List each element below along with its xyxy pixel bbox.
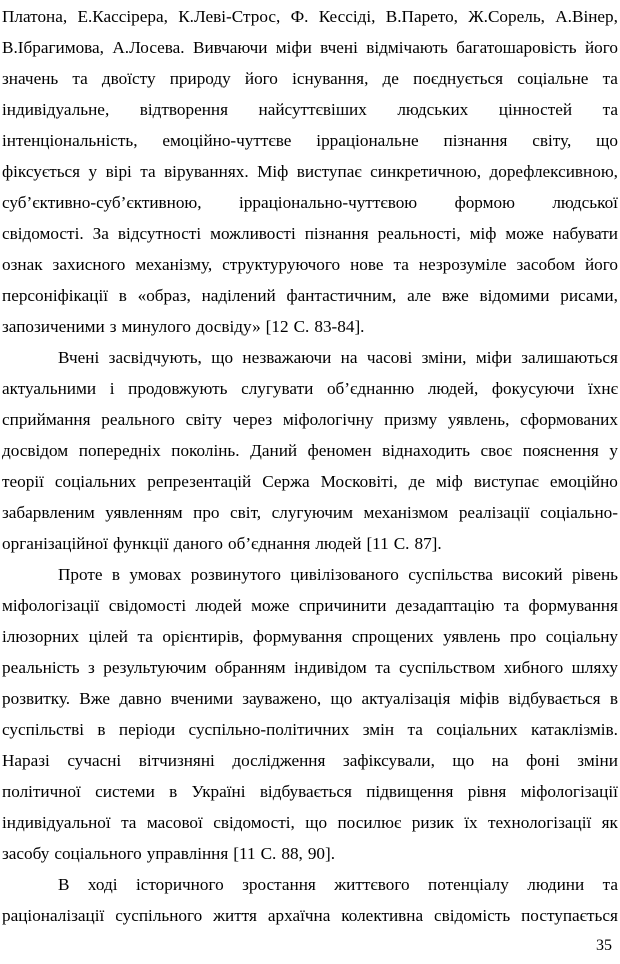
text-line: значень та двоїсту природу його існування, де поєднується соціальне та (2, 69, 618, 88)
text-line: засобу соціального управління [11 С. 88, 90]. (2, 844, 336, 863)
text-line: досвідом попередніх поколінь. Даний феномен віднаходить своє пояснення у (2, 441, 618, 460)
text-line: Платона, Е.Кассірера, К.Леві-Строс, Ф. Кессіді, В.Парето, Ж.Сорель, А.Вінер, (2, 7, 618, 26)
body-text (2, 1, 618, 931)
text-line: розвитку. Вже давно вченими зауважено, що актуалізація міфів відбувається в (2, 689, 618, 708)
text-line: запозиченими з минулого досвіду» [12 С. 83-84]. (2, 317, 365, 336)
text-line: забарвленим уявленням про світ, слугуючим механізмом реалізації соціально- (2, 503, 618, 522)
text-line: персоніфікації в «образ, наділений фантастичним, але вже відомими рисами, (2, 286, 618, 305)
text-line: інтенціональність, емоційно-чуттєве ірраціональне пізнання світу, що (2, 131, 618, 150)
text-line: Вчені засвідчують, що незважаючи на часові зміни, міфи залишаються (58, 348, 618, 367)
text-line: реальність з результуючим обранням індивідом та суспільством хибного шляху (2, 658, 618, 677)
text-line: Проте в умовах розвинутого цивілізованого суспільства високий рівень (58, 565, 618, 584)
text-line: теорії соціальних репрезентацій Сержа Московіті, де міф виступає емоційно (2, 472, 618, 491)
text-line: Наразі сучасні вітчизняні дослідження зафіксували, що на фоні зміни (2, 751, 618, 770)
text-line: ознак захисного механізму, структуруючого нове та незрозуміле засобом його (2, 255, 618, 274)
page-number: 35 (596, 937, 612, 954)
text-line: раціоналізації суспільного життя архаїчна колективна свідомість поступається (2, 906, 618, 925)
text-line: ілюзорних цілей та орієнтирів, формування спрощених уявлень про соціальну (2, 627, 618, 646)
text-line: актуальними і продовжують слугувати об’єднанню людей, фокусуючи їхнє (2, 379, 618, 398)
text-line: організаційної функції даного об’єднання людей [11 С. 87]. (2, 534, 442, 553)
text-line: політичної системи в Україні відбувається підвищення рівня міфологізації (2, 782, 618, 801)
text-line: В.Ібрагимова, А.Лосева. Вивчаючи міфи вчені відмічають багатошаровість його (2, 38, 618, 57)
paragraph (2, 342, 618, 559)
text-line: свідомості. За відсутності можливості пізнання реальності, міф може набувати (2, 224, 618, 243)
text-line: індивідуальне, відтворення найсуттєвіших людських цінностей та (2, 100, 618, 119)
paragraph (2, 1, 618, 342)
paragraph (2, 559, 618, 869)
text-line: В ході історичного зростання життєвого потенціалу людини та (58, 875, 618, 894)
text-line: суб’єктивно-суб’єктивною, ірраціонально-чуттєвою формою людської (2, 193, 618, 212)
text-line: міфологізації свідомості людей може спричинити дезадаптацію та формування (2, 596, 618, 615)
text-line: фіксується у вірі та віруваннях. Міф виступає синкретичною, дорефлексивною, (2, 162, 618, 181)
paragraph (2, 869, 618, 931)
text-line: індивідуальної та масової свідомості, що посилює ризик їх технологізації як (2, 813, 618, 832)
text-line: сприймання реального світу через міфологічну призму уявлень, сформованих (2, 410, 618, 429)
text-line: суспільстві в періоди суспільно-політичних змін та соціальних катаклізмів. (2, 720, 618, 739)
